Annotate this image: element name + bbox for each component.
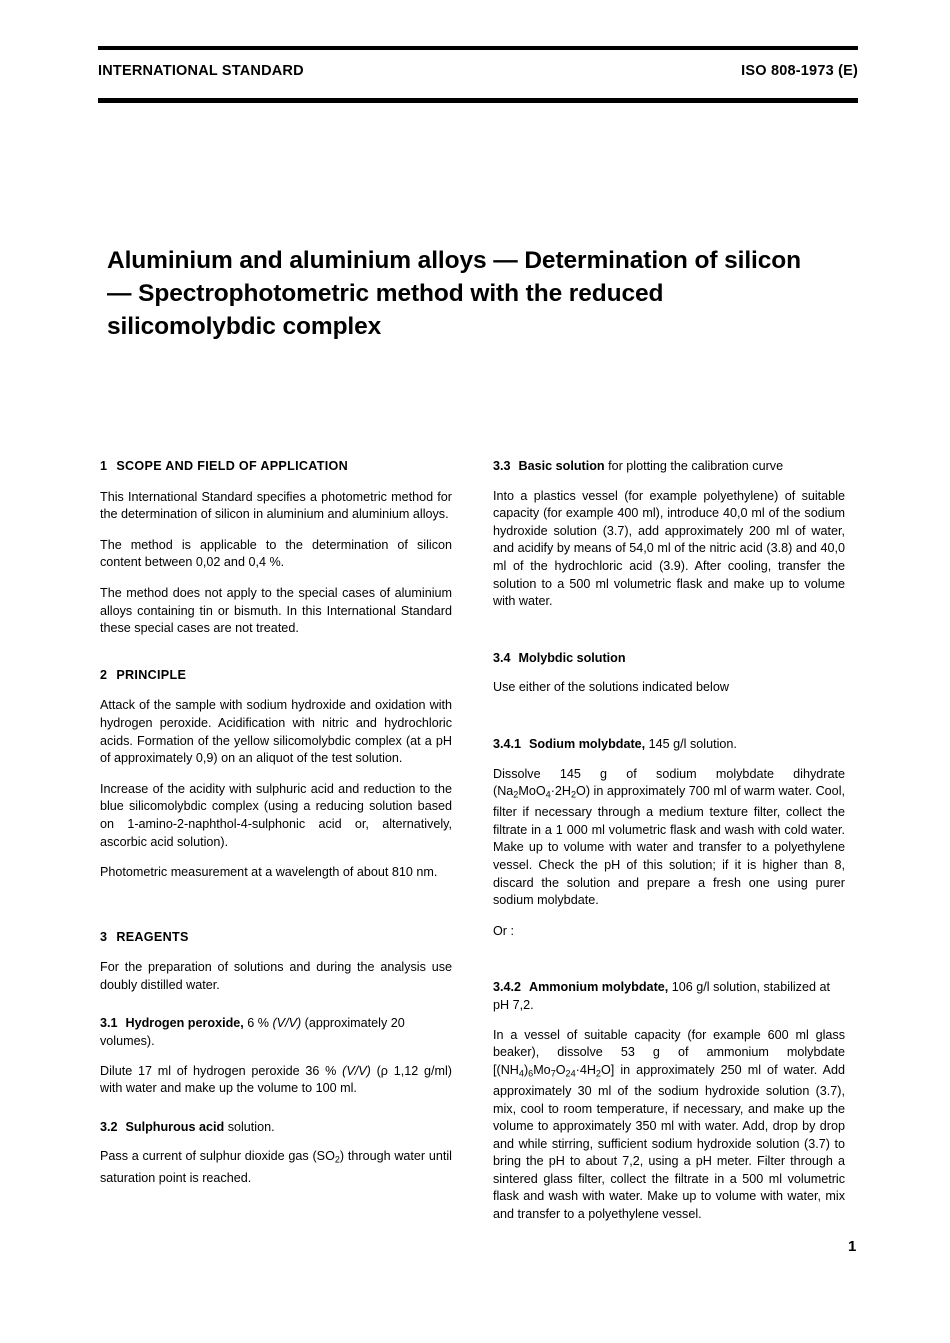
paragraph xyxy=(493,1027,845,1224)
paragraph-text-vv: (V/V) xyxy=(342,1063,371,1078)
paragraph: This International Standard specifies a photometric method for the determination of silicon in aluminium and aluminium alloys. xyxy=(100,489,452,522)
section-number: 2 xyxy=(100,667,108,682)
section-title: SCOPE AND FIELD OF APPLICATION xyxy=(116,459,349,473)
paragraph: Photometric measurement at a wavelength of about 810 nm. xyxy=(100,865,438,880)
subsection-title-detail: 6 % xyxy=(247,1016,269,1031)
subsection-heading-molybdic-solution xyxy=(493,650,845,668)
page-number: 1 xyxy=(848,1238,857,1255)
formula-subscript: 2 xyxy=(513,789,519,800)
paragraph xyxy=(493,766,845,910)
formula-subscript: 24 xyxy=(565,1068,576,1079)
paragraph-text-a: In a vessel of suitable capacity (for example 600 ml glass beaker), dissolve 53 g of ammonium molybdate [(NH xyxy=(493,1027,845,1077)
page-title: Aluminium and aluminium alloys — Determination of silicon — Spectrophotometric method with the reduced silicomolybdic complex xyxy=(107,247,801,341)
section-heading-scope xyxy=(100,458,452,476)
formula-subscript: 7 xyxy=(550,1068,556,1079)
subsection-title: Hydrogen peroxide, xyxy=(125,1016,244,1031)
header-standard-label: INTERNATIONAL STANDARD xyxy=(98,63,304,79)
subsection-heading-hydrogen-peroxide xyxy=(100,1015,452,1050)
spacer xyxy=(100,651,452,667)
paragraph: The method does not apply to the special cases of aluminium alloys containing tin or bismuth. In this International Standard these special cases are not treated. xyxy=(100,585,452,636)
subsection-number: 3.4 xyxy=(493,650,511,665)
subsection-title: Ammonium molybdate, xyxy=(529,980,669,995)
paragraph-text-b: ) xyxy=(523,1062,529,1077)
subsection-title-detail: solution. xyxy=(227,1119,275,1134)
spacer xyxy=(100,1007,452,1015)
paragraph-text-a: Pass a current of sulphur dioxide gas (SO xyxy=(100,1149,335,1164)
subsection-title-detail-2: (approximately 20 volumes). xyxy=(100,1016,405,1049)
subsection-number: 3.2 xyxy=(100,1119,118,1134)
paragraph-text-c: ·2H xyxy=(550,784,571,799)
paragraph: The method is applicable to the determination of silicon content between 0,02 and 0,4 %. xyxy=(100,537,452,570)
paragraph-text-d: O) in approximately 700 ml of warm water. Cool, filter if necessary through a medium texture filter, collect the filtrate in a 1 000 ml volumetric flask and wash with cold water. Make up to volume with water and transfer to a polyethylene vessel. Check the pH of this solution; if it is higher than 8, discard the solution and prepare a fresh one using purer sodium molybdate. xyxy=(493,784,845,908)
paragraph-text-e: ·4H xyxy=(575,1062,596,1077)
subsection-heading-sulphurous-acid xyxy=(100,1119,452,1137)
paragraph-or: Or : xyxy=(493,923,514,938)
subsection-number: 3.1 xyxy=(100,1016,118,1031)
right-column xyxy=(493,458,845,1224)
formula-subscript: 2 xyxy=(570,789,577,800)
subsection-number: 3.4.2 xyxy=(493,980,522,995)
section-heading-reagents xyxy=(100,929,452,947)
section-number: 3 xyxy=(100,929,108,944)
paragraph: Attack of the sample with sodium hydroxide and oxidation with hydrogen peroxide. Acidification with nitric and hydrochloric acids. Formation of the yellow silicomolybdic complex (at a pH of approximately 0,9) on an aliquot of the test solution. xyxy=(100,698,452,766)
paragraph-text-b: MoO xyxy=(518,784,546,799)
formula-subscript: 2 xyxy=(334,1154,340,1165)
subsection-title-vv: (V/V) xyxy=(272,1016,302,1031)
spacer xyxy=(100,1111,452,1119)
subsection-title: Sulphurous acid xyxy=(125,1119,225,1134)
section-heading-principle xyxy=(100,667,452,685)
header-rule-bottom xyxy=(98,98,858,103)
paragraph-text-b: (ρ 1,12 g/ml) with water and make up the volume to 100 ml. xyxy=(100,1063,452,1096)
subsection-title-detail: 145 g/l solution. xyxy=(648,736,737,751)
subsection-number: 3.4.1 xyxy=(493,736,522,751)
paragraph xyxy=(100,1063,452,1098)
subsection-heading-sodium-molybdate xyxy=(493,736,845,754)
page-header xyxy=(98,46,858,103)
header-standard-number: ISO 808-1973 (E) xyxy=(741,63,858,79)
paragraph xyxy=(100,1148,452,1187)
section-number: 1 xyxy=(100,459,108,473)
subsection-title-detail: 106 g/l solution, stabilized at pH 7,2. xyxy=(493,980,830,1012)
spacer xyxy=(493,710,845,736)
subsection-heading-basic-solution xyxy=(493,458,845,476)
paragraph: Increase of the acidity with sulphuric acid and reduction to the blue silicomolybdic complex (using a reducing solution based on 1-amino-2-naphthol-4-sulphonic acid or, alternatively, ascorbic acid solution). xyxy=(100,781,452,849)
paragraph-text-b: ) through water until saturation point is reached. xyxy=(100,1149,452,1185)
subsection-heading-ammonium-molybdate xyxy=(493,979,845,1014)
paragraph-text-c: Mo xyxy=(533,1062,551,1077)
paragraph-text-a: Dissolve 145 g of sodium molybdate dihydrate (Na xyxy=(493,766,845,799)
paragraph-text-f: O] in approximately 250 ml of water. Add approximately 30 ml of the sodium hydroxide solution (3.7), mix, cool to room temperature, if necessary, and make up the volume to approximately 350 ml with water. Add, drop by drop and while stirring, sufficient sodium hydroxide solution (3.7) to bring the pH to about 7,2, using a pH meter. Filter through a sintered glass filter, collect the filtrate in a 500 ml volumetric flask and wash with water. Make up to volume with water, mix and transfer to a polyethylene vessel. xyxy=(493,1062,845,1222)
formula-subscript: 6 xyxy=(528,1068,534,1079)
paragraph: For the preparation of solutions and during the analysis use doubly distilled water. xyxy=(100,960,452,992)
subsection-title: Basic solution xyxy=(518,459,605,473)
paragraph: Use either of the solutions indicated below xyxy=(493,680,729,695)
left-column xyxy=(100,458,452,1187)
paragraph: Into a plastics vessel (for example polyethylene) of suitable capacity (for example 400 ml), introduce 40,0 ml of the sodium hydroxide solution (3.7), add approximately 200 ml of water, and acidify by means of 54,0 ml of the nitric acid (3.8) and 40,0 ml of the hydrochloric acid (3.9). After cooling, transfer the solution to a 500 ml volumetric flask and make up to volume with water. xyxy=(493,488,845,609)
formula-subscript: 2 xyxy=(595,1068,601,1079)
formula-subscript: 4 xyxy=(518,1068,524,1079)
formula-subscript: 4 xyxy=(545,789,551,800)
spacer xyxy=(493,624,845,650)
subsection-title: Sodium molybdate, xyxy=(529,736,646,751)
paragraph-text-d: O xyxy=(555,1062,566,1077)
subsection-number: 3.3 xyxy=(493,459,511,473)
section-title: PRINCIPLE xyxy=(116,667,187,682)
section-title: REAGENTS xyxy=(116,929,189,944)
subsection-title-detail: for plotting the calibration curve xyxy=(608,459,784,473)
spacer xyxy=(100,895,452,929)
paragraph-text-a: Dilute 17 ml of hydrogen peroxide 36 % xyxy=(100,1063,337,1078)
header-row xyxy=(98,50,858,89)
spacer xyxy=(493,953,845,979)
subsection-title: Molybdic solution xyxy=(518,650,626,665)
